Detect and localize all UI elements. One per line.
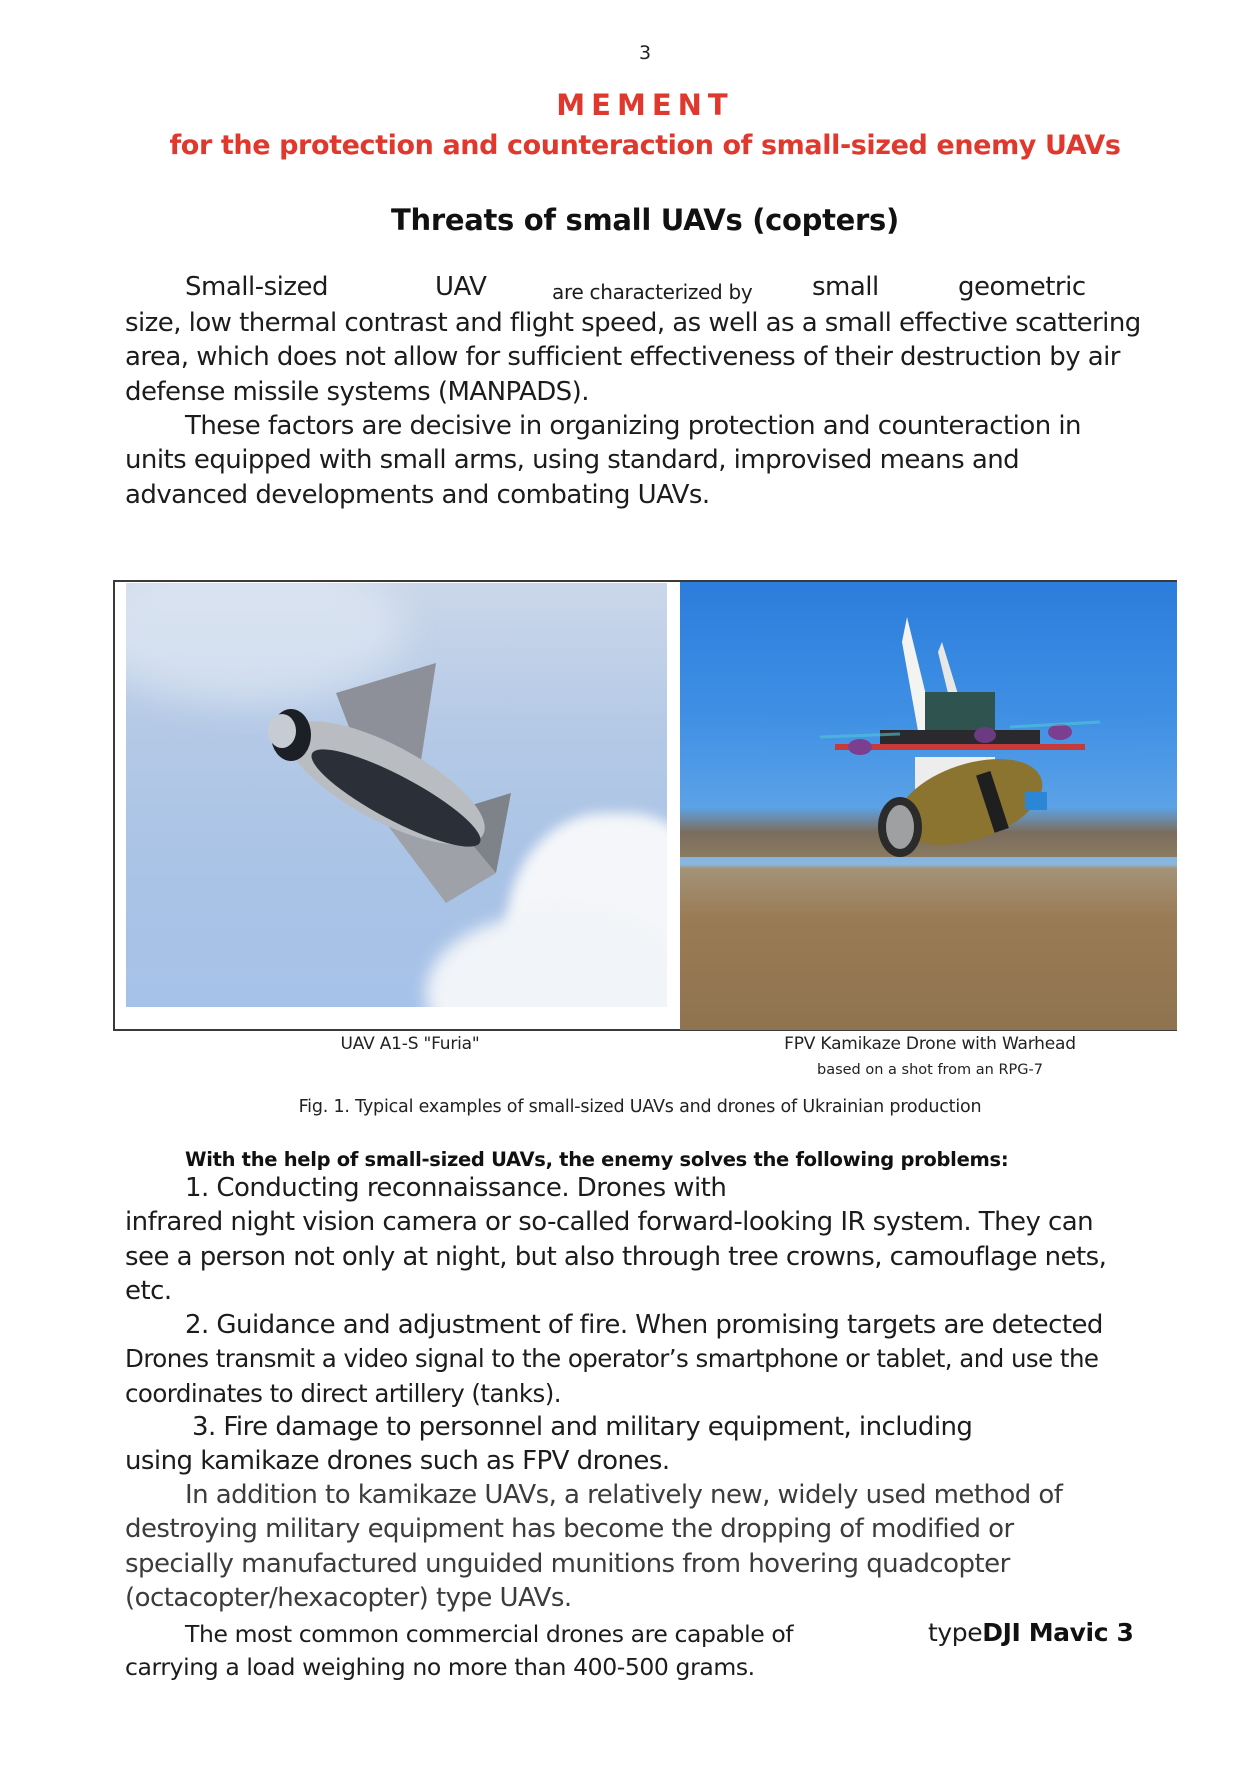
page-number: 3 xyxy=(638,42,652,64)
text-line: advanced developments and combating UAVs. xyxy=(125,479,710,510)
problem-item-1 xyxy=(125,1171,1185,1308)
problem-item-2 xyxy=(125,1308,1185,1411)
drone-type-label xyxy=(928,1618,1133,1647)
word: Small-sized xyxy=(185,272,329,302)
word: small xyxy=(812,272,879,302)
text-line: 1. Conducting reconnaissance. Drones with xyxy=(185,1173,727,1203)
type-prefix: type xyxy=(928,1618,983,1647)
text-line: using kamikaze drones such as FPV drones. xyxy=(125,1446,670,1477)
fpv-drone-icon xyxy=(680,582,1177,1030)
word: geometric xyxy=(958,272,1086,302)
word: UAV xyxy=(435,272,487,302)
problem-item-3 xyxy=(125,1410,1185,1479)
figure-left-caption: UAV A1-S "Furia" xyxy=(340,1034,480,1054)
text-line: 3. Fire damage to personnel and military equipment, including xyxy=(192,1412,973,1442)
memo-subtitle: for the protection and counteraction of small-sized enemy UAVs xyxy=(169,130,1121,161)
text-line: destroying military equipment has become the dropping of modified or xyxy=(125,1514,1014,1545)
common-drones-line1: The most common commercial drones are capable of xyxy=(185,1620,794,1648)
text-line: These factors are decisive in organizing protection and counteraction in xyxy=(185,411,1081,441)
text-line: size, low thermal contrast and flight speed, as well as a small effective scattering xyxy=(125,308,1141,338)
photo-fpv-kamikaze-drone xyxy=(680,582,1177,1030)
text-line: (octacopter/hexacopter) type UAVs. xyxy=(125,1582,572,1613)
section-heading: Threats of small UAVs (copters) xyxy=(391,203,899,237)
fixed-wing-drone-icon xyxy=(126,583,667,1007)
figure-caption: Fig. 1. Typical examples of small-sized UAVs and drones of Ukrainian production xyxy=(298,1097,982,1117)
text-line: see a person not only at night, but also through tree crowns, camouflage nets, xyxy=(125,1241,1107,1272)
text-line: infrared night vision camera or so-called forward-looking IR system. They can xyxy=(125,1207,1094,1238)
intro-paragraph-1 xyxy=(125,306,1185,409)
text-line: 2. Guidance and adjustment of fire. When promising targets are detected xyxy=(185,1310,1103,1340)
text-line: In addition to kamikaze UAVs, a relatively new, widely used method of xyxy=(185,1480,1063,1510)
addition-paragraph xyxy=(125,1478,1185,1615)
intro-paragraph-2 xyxy=(125,409,1185,512)
text-line: etc. xyxy=(125,1275,172,1306)
drone-model: DJI Mavic 3 xyxy=(982,1618,1134,1647)
common-drones-line2: carrying a load weighing no more than 400-500 grams. xyxy=(125,1653,755,1681)
word: are characterized by xyxy=(552,280,753,304)
text-line: Drones transmit a video signal to the operator’s smartphone or tablet, and use the xyxy=(125,1344,1099,1374)
text-line: specially manufactured unguided munitions from hovering quadcopter xyxy=(125,1548,1010,1579)
text-line: defense missile systems (MANPADS). xyxy=(125,376,589,407)
memo-title: MEMENT xyxy=(556,88,734,122)
figure-right-caption: FPV Kamikaze Drone with Warhead xyxy=(784,1034,1076,1054)
text-line: units equipped with small arms, using standard, improvised means and xyxy=(125,445,1020,476)
photo-uav-furia xyxy=(126,583,667,1007)
text-line: area, which does not allow for sufficient effectiveness of their destruction by air xyxy=(125,342,1120,373)
figure-right-caption-sub: based on a shot from an RPG-7 xyxy=(816,1062,1043,1078)
problems-lead: With the help of small-sized UAVs, the enemy solves the following problems: xyxy=(185,1148,1009,1171)
text-line: coordinates to direct artillery (tanks). xyxy=(125,1378,561,1408)
